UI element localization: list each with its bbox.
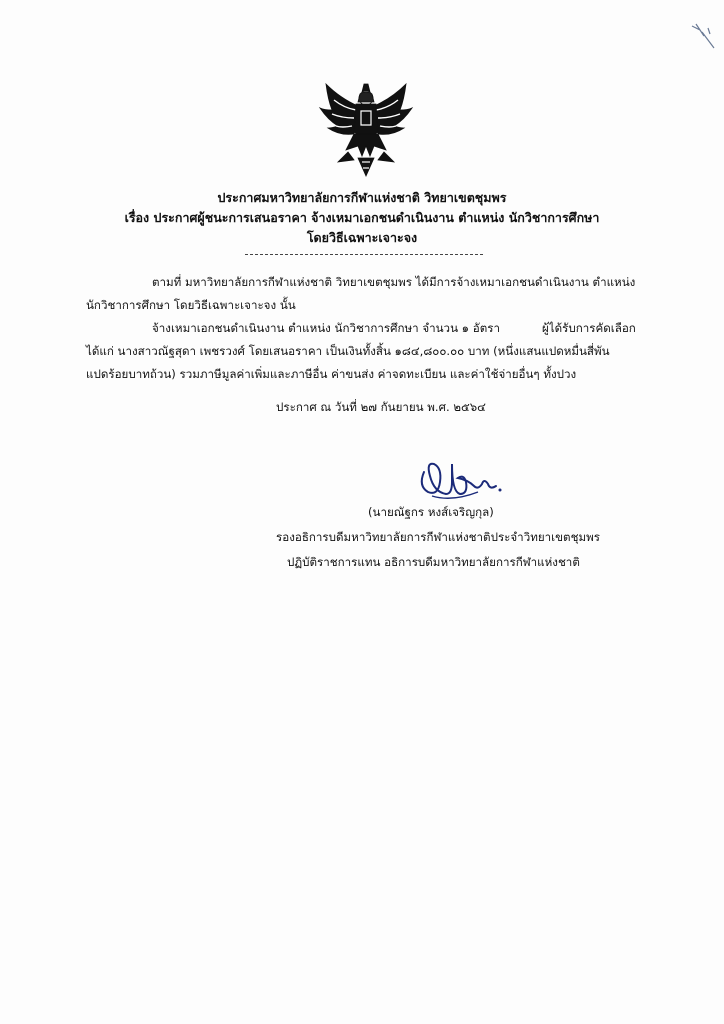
signature-icon: [412, 452, 512, 506]
announcement-method: โดยวิธีเฉพาะเจาะจง: [306, 230, 418, 245]
announcement-title: ประกาศมหาวิทยาลัยการกีฬาแห่งชาติ วิทยาเขตชุมพร: [217, 190, 507, 205]
signatory-position: รองอธิการบดีมหาวิทยาลัยการกีฬาแห่งชาติประจำวิทยาเขตชุมพร: [276, 530, 600, 544]
signatory-acting: ปฏิบัติราชการแทน อธิการบดีมหาวิทยาลัยการกีฬาแห่งชาติ: [287, 555, 580, 569]
paragraph-2-line-3: แปดร้อยบาทถ้วน) รวมภาษีมูลค่าเพิ่มและภาษีอื่น ค่าขนส่ง ค่าจดทะเบียน และค่าใช้จ่ายอื่นๆ ทั้งปวง: [86, 367, 577, 381]
signatory-name: (นายณัฐกร หงส์เจริญกุล): [368, 505, 494, 519]
scan-mark-icon: [690, 22, 716, 52]
announcement-subject: เรื่อง ประกาศผู้ชนะการเสนอราคา จ้างเหมาเอกชนดำเนินงาน ตำแหน่ง นักวิชาการศึกษา: [124, 210, 600, 225]
paragraph-2-line-2: ได้แก่ นางสาวณัฐสุดา เพชรวงศ์ โดยเสนอราคา เป็นเงินทั้งสิ้น ๑๘๔,๘๐๐.๐๐ บาท (หนึ่งแสนแปดหมื่นสี่พัน: [86, 344, 610, 358]
dashed-divider: [245, 254, 483, 255]
paragraph-2-line-1: จ้างเหมาเอกชนดำเนินงาน ตำแหน่ง นักวิชาการศึกษา จำนวน ๑ อัตรา: [152, 321, 500, 335]
announcement-date: ประกาศ ณ วันที่ ๒๗ กันยายน พ.ศ. ๒๕๖๔: [276, 400, 486, 414]
paragraph-2-line-1-end: ผู้ได้รับการคัดเลือก: [542, 321, 636, 335]
paragraph-1-line-2: นักวิชาการศึกษา โดยวิธีเฉพาะเจาะจง นั้น: [86, 298, 296, 312]
garuda-emblem-icon: [318, 80, 414, 178]
paragraph-1-line-1: ตามที่ มหาวิทยาลัยการกีฬาแห่งชาติ วิทยาเขตชุมพร ได้มีการจ้างเหมาเอกชนดำเนินงาน ตำแหน่ง: [152, 275, 636, 289]
